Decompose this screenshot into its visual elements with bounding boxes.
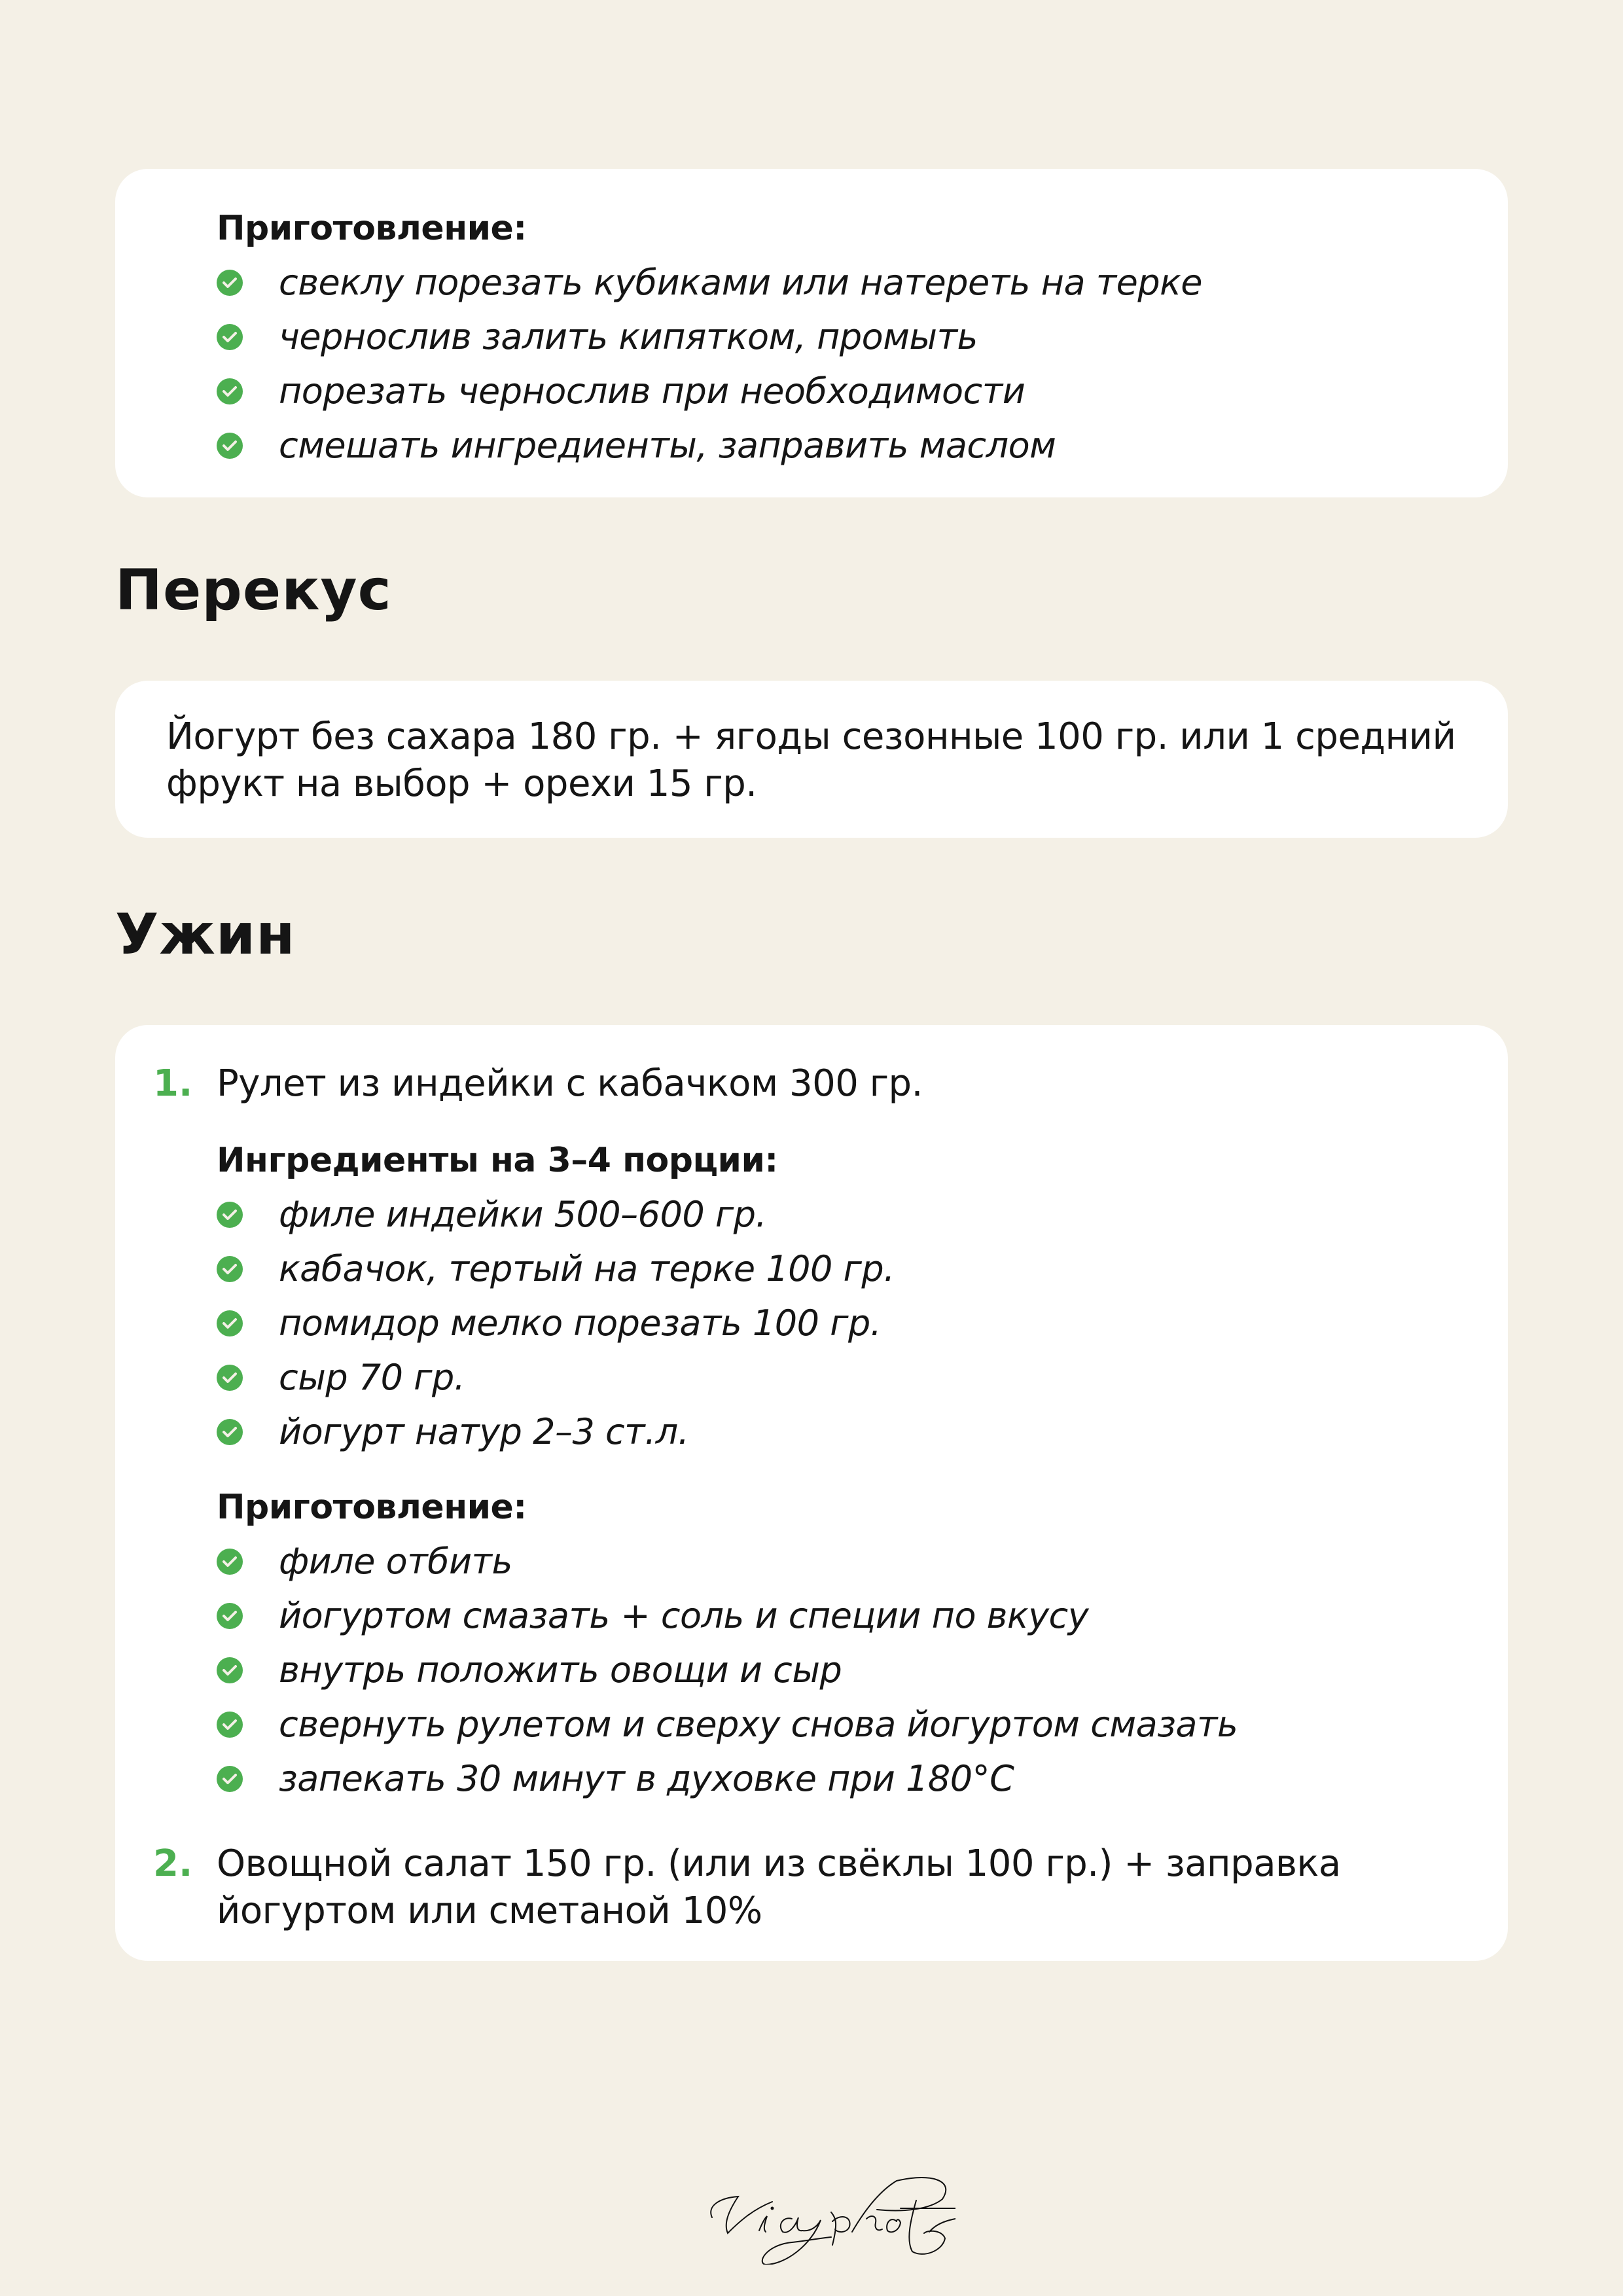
item-number: 1. [153,1062,193,1105]
check-icon [217,324,243,350]
dinner-step [217,1705,1238,1744]
ingredient-text: йогурт натур 2–3 ст.л. [279,1411,689,1452]
step-text: порезать чернослив при необходимости [279,370,1026,412]
check-icon [217,1365,243,1391]
check-icon [217,1712,243,1738]
ingredient-text: помидор мелко порезать 100 гр. [279,1302,882,1344]
breakfast-prep-title: Приготовление: [217,209,527,248]
item-title: Овощной салат 150 гр. (или из свёклы 100 гр.) + заправка йогуртом или сметаной 10% [217,1842,1341,1932]
check-icon [217,433,243,459]
dinner-step [217,1542,512,1581]
check-icon [217,378,243,404]
dinner-step [217,1596,1088,1636]
ingredient [217,1304,881,1343]
ingredient-text: филе индейки 500–600 гр. [279,1194,767,1235]
snack-text: Йогурт без сахара 180 гр. + ягоды сезонные 100 гр. или 1 средний фрукт на выбор + орехи 15 гр. [166,715,1456,805]
step-text: запекать 30 минут в духовке при 180°C [279,1758,1014,1799]
step-text: свеклу порезать кубиками или натереть на терке [279,262,1203,303]
step-text: йогуртом смазать + соль и специи по вкусу [279,1595,1089,1636]
check-icon [217,1310,243,1336]
ingredient-text: сыр 70 гр. [279,1357,465,1398]
step-text: свернуть рулетом и сверху снова йогуртом смазать [279,1704,1238,1745]
breakfast-step [217,372,1025,411]
item-title: Рулет из индейки с кабачком 300 гр. [217,1062,923,1105]
check-icon [217,1603,243,1629]
dinner-item-2 [153,1840,1355,1935]
signature-logo [681,2153,955,2265]
ingredient [217,1412,688,1452]
step-text: внутрь положить овощи и сыр [279,1649,842,1691]
ingredient [217,1195,766,1234]
breakfast-step [217,263,1202,302]
ingredients-title: Ингредиенты на 3–4 порции: [217,1141,778,1180]
check-icon [217,1657,243,1683]
step-text: филе отбить [279,1541,512,1582]
dinner-prep-title: Приготовление: [217,1488,527,1527]
ingredient [217,1358,465,1397]
check-icon [217,1256,243,1282]
dinner-heading: Ужин [115,902,296,967]
check-icon [217,1549,243,1575]
check-icon [217,1766,243,1792]
ingredient-text: кабачок, тертый на терке 100 гр. [279,1248,895,1289]
breakfast-step [217,317,978,357]
check-icon [217,1202,243,1228]
ingredient [217,1249,895,1289]
dinner-item-1 [153,1060,1460,1107]
check-icon [217,1419,243,1445]
dinner-step [217,1651,842,1690]
step-text: чернослив залить кипятком, промыть [279,316,978,357]
step-text: смешать ингредиенты, заправить маслом [279,425,1056,466]
item-number: 2. [153,1842,193,1885]
snack-heading: Перекус [115,558,392,623]
check-icon [217,270,243,296]
dinner-step [217,1759,1014,1799]
breakfast-step [217,426,1056,465]
